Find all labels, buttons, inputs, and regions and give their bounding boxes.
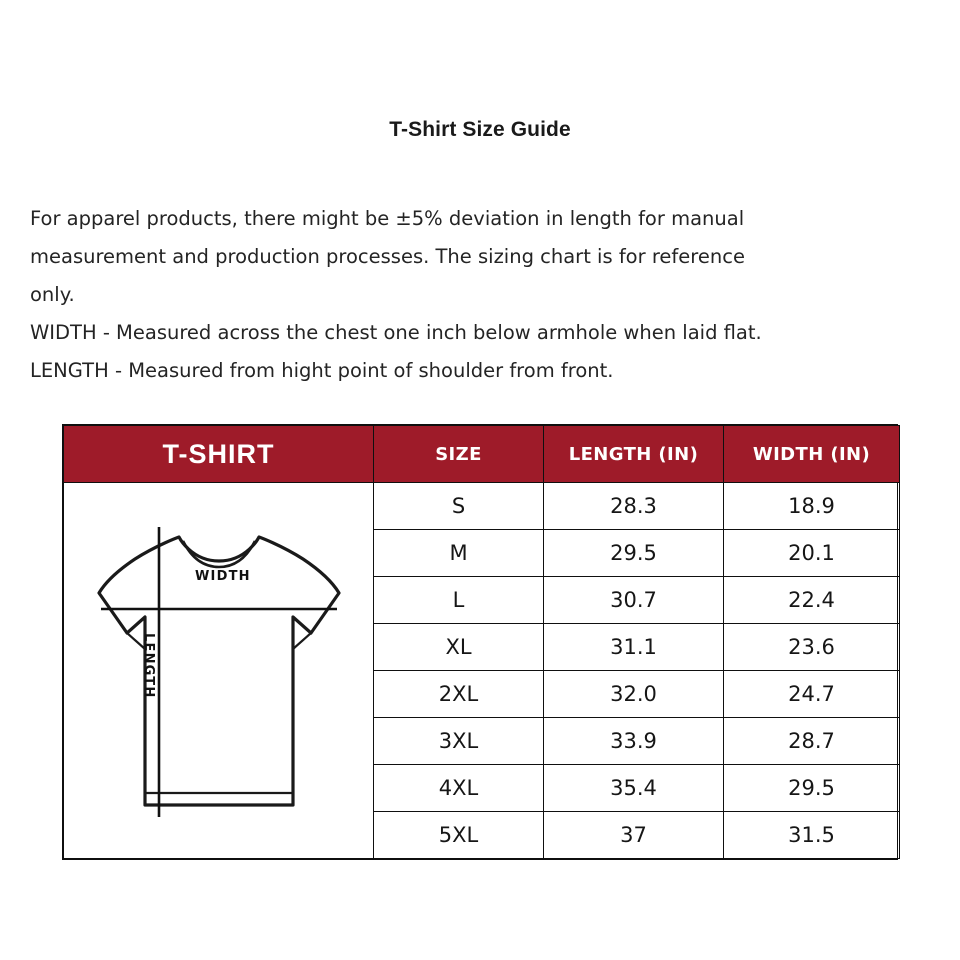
tshirt-illustration: [64, 489, 373, 853]
cell-length: 35.4: [544, 765, 724, 812]
cell-length: 37: [544, 812, 724, 859]
column-header-length: LENGTH (IN): [544, 426, 724, 483]
cell-width: 29.5: [724, 765, 900, 812]
column-header-width: WIDTH (IN): [724, 426, 900, 483]
page-title: T-Shirt Size Guide: [389, 118, 571, 141]
intro-line-3: only.: [30, 283, 75, 306]
cell-width: 31.5: [724, 812, 900, 859]
cell-size: 2XL: [374, 671, 544, 718]
cell-length: 32.0: [544, 671, 724, 718]
intro-line-2: measurement and production processes. The sizing chart is for reference: [30, 245, 745, 268]
cell-size: S: [374, 483, 544, 530]
table-row: [64, 483, 900, 530]
cell-size: 5XL: [374, 812, 544, 859]
cell-length: 28.3: [544, 483, 724, 530]
cell-length: 29.5: [544, 530, 724, 577]
cell-length: 30.7: [544, 577, 724, 624]
cell-width: 24.7: [724, 671, 900, 718]
cell-size: M: [374, 530, 544, 577]
table-header-row: [64, 426, 900, 483]
column-header-size: SIZE: [374, 426, 544, 483]
cell-length: 33.9: [544, 718, 724, 765]
intro-line-4: WIDTH - Measured across the chest one inch below armhole when laid flat.: [30, 321, 762, 344]
width-label: WIDTH: [195, 568, 251, 584]
tshirt-illustration-cell: [64, 483, 374, 859]
cell-length: 31.1: [544, 624, 724, 671]
cell-width: 28.7: [724, 718, 900, 765]
brand-header-cell: T-SHIRT: [64, 426, 374, 483]
tshirt-icon: [87, 521, 351, 821]
table-header: [64, 426, 900, 483]
cell-size: L: [374, 577, 544, 624]
cell-width: 23.6: [724, 624, 900, 671]
size-table: [63, 425, 900, 859]
cell-size: 3XL: [374, 718, 544, 765]
intro-line-5: LENGTH - Measured from hight point of shoulder from front.: [30, 359, 614, 382]
cell-width: 22.4: [724, 577, 900, 624]
cell-size: 4XL: [374, 765, 544, 812]
intro-line-1: For apparel products, there might be ±5% deviation in length for manual: [30, 207, 745, 230]
table-body: [64, 483, 900, 859]
cell-width: 20.1: [724, 530, 900, 577]
cell-size: XL: [374, 624, 544, 671]
intro-text: [30, 200, 930, 390]
length-label: LENGTH: [141, 632, 156, 698]
cell-width: 18.9: [724, 483, 900, 530]
size-table-container: [62, 424, 898, 860]
